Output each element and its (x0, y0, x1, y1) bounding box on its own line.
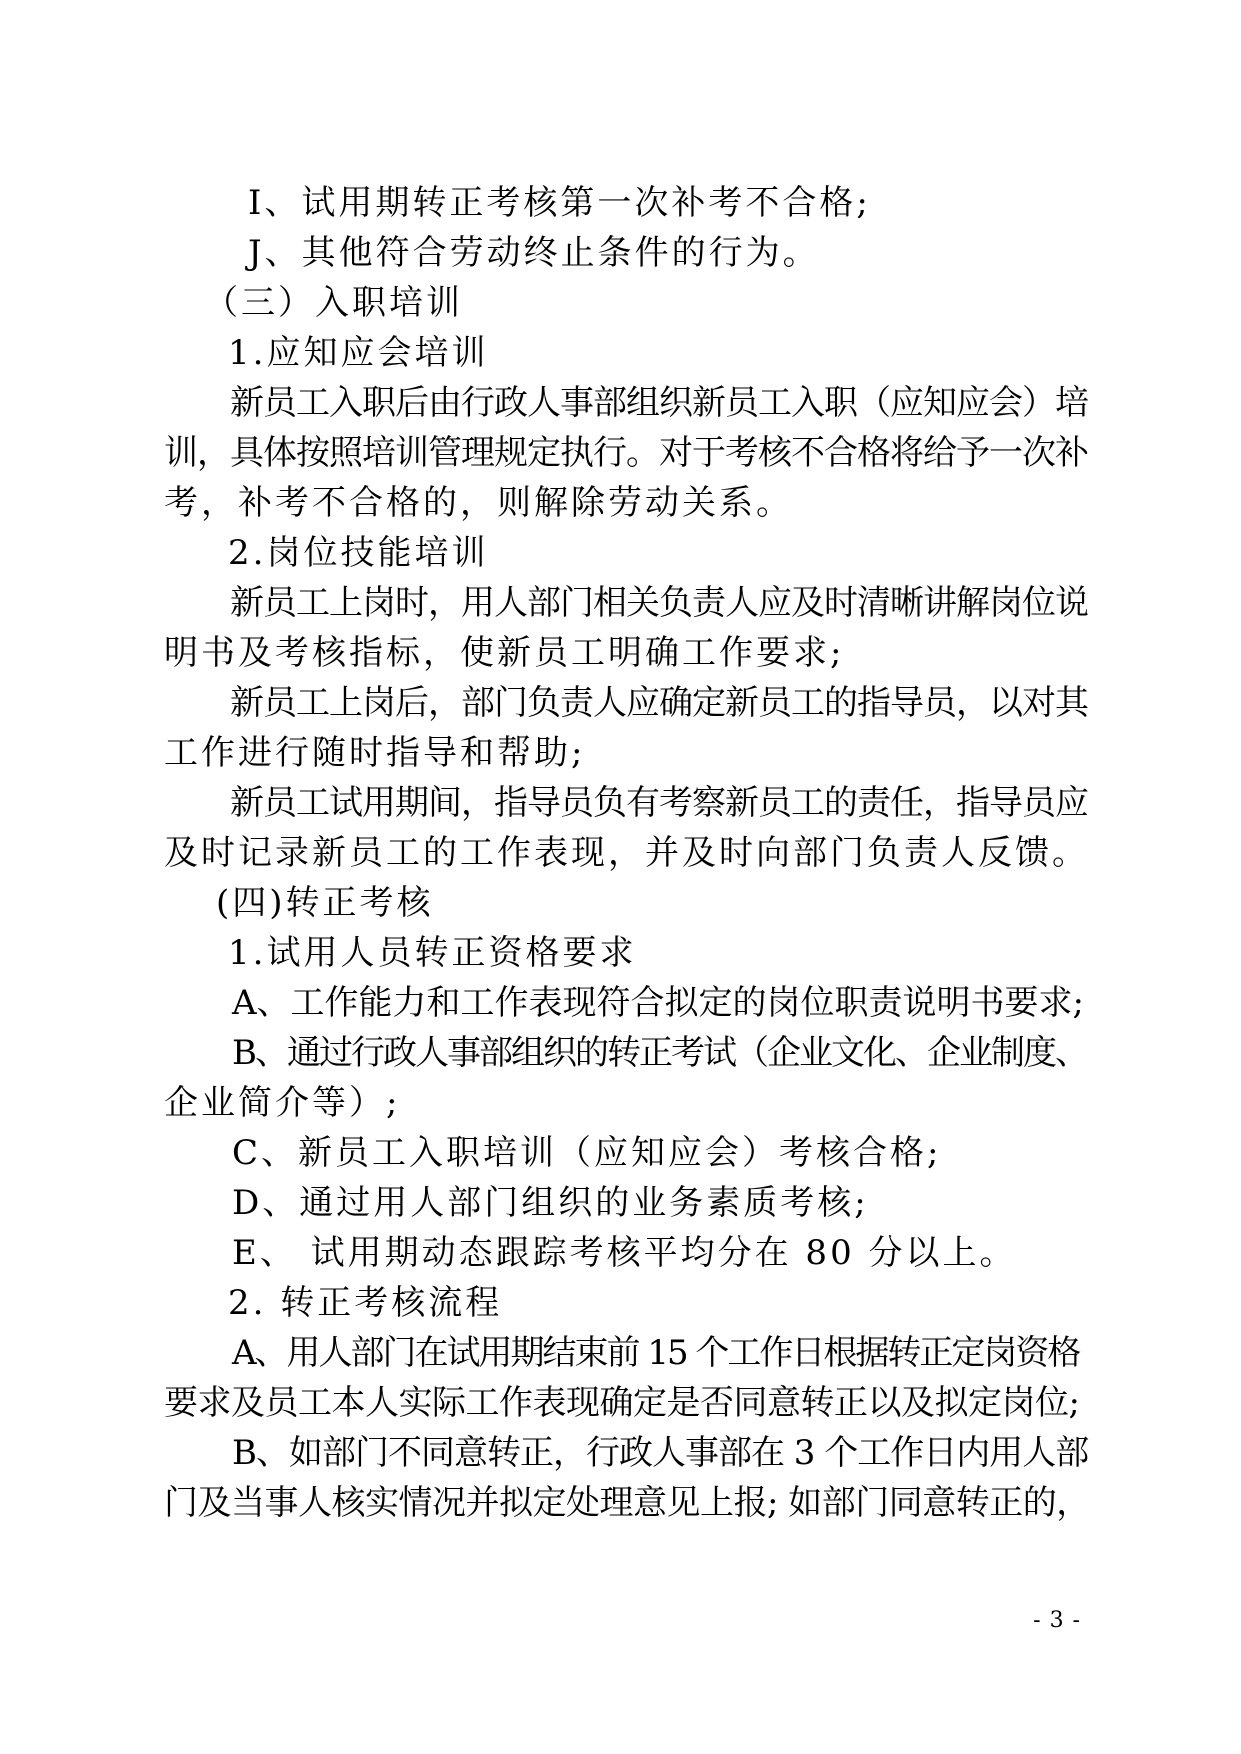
text-line: J、其他符合劳动终止条件的行为。 (248, 233, 820, 273)
section-heading: (四)转正考核 (216, 883, 434, 923)
paragraph-line: 新员工上岗后，部门负责人应确定新员工的指导员，以对其 (230, 683, 1088, 723)
list-item: A、工作能力和工作表现符合拟定的岗位职责说明书要求; (232, 983, 1085, 1023)
subsection-heading: 2.岗位技能培训 (228, 533, 489, 573)
paragraph-line: 明书及考核指标，使新员工明确工作要求; (164, 633, 845, 673)
text-line: I、试用期转正考核第一次补考不合格; (248, 183, 871, 223)
list-item: E、 试用期动态跟踪考核平均分在 80 分以上。 (232, 1233, 1017, 1273)
page-number: - 3 - (1033, 1608, 1081, 1633)
paragraph-line: 新员工上岗时，用人部门相关负责人应及时清晰讲解岗位说 (230, 583, 1088, 623)
list-item: 企业简介等）; (164, 1083, 401, 1123)
subsection-heading: 1.应知应会培训 (228, 333, 489, 373)
list-item: A、用人部门在试用期结束前 15 个工作日根据转正定岗资格 (232, 1333, 1080, 1373)
paragraph-line: 工作进行随时指导和帮助; (164, 733, 586, 773)
list-item: 门及当事人核实情况并拟定处理意见上报; 如部门同意转正的， (164, 1483, 1090, 1523)
paragraph-line: 及时记录新员工的工作表现，并及时向部门负责人反馈。 (164, 833, 1089, 873)
subsection-heading: 1.试用人员转正资格要求 (228, 933, 637, 973)
list-item: B、如部门不同意转正，行政人事部在 3 个工作日内用人部 (232, 1433, 1089, 1473)
paragraph-line: 新员工试用期间，指导员负有考察新员工的责任，指导员应 (230, 783, 1088, 823)
list-item: C、新员工入职培训（应知应会）考核合格; (232, 1133, 942, 1173)
list-item: B、通过行政人事部组织的转正考试（企业文化、企业制度、 (232, 1033, 1087, 1073)
subsection-heading: 2. 转正考核流程 (228, 1283, 503, 1323)
paragraph-line: 训，具体按照培训管理规定执行。对于考核不合格将给予一次补 (164, 433, 1088, 473)
list-item: D、通过用人部门组织的业务素质考核; (232, 1183, 869, 1223)
list-item: 要求及员工本人实际工作表现确定是否同意转正以及拟定岗位; (164, 1383, 1080, 1423)
section-heading: （三）入职培训 (204, 283, 463, 323)
paragraph-line: 新员工入职后由行政人事部组织新员工入职（应知应会）培 (230, 383, 1088, 423)
paragraph-line: 考，补考不合格的，则解除劳动关系。 (164, 483, 793, 523)
